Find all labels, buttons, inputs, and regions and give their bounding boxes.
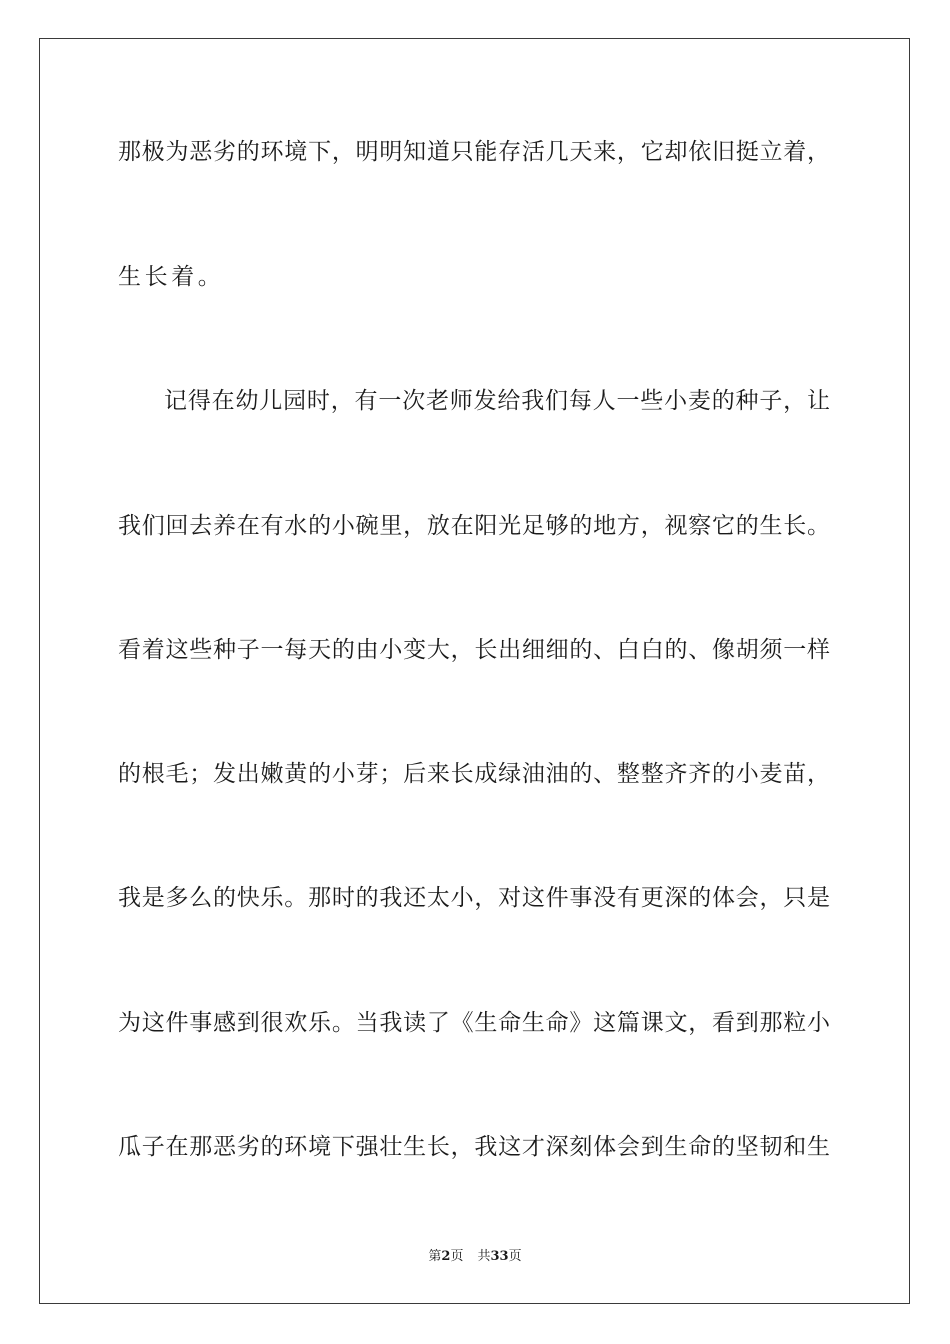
text-line-6: 的根毛；发出嫩黄的小芽；后来长成绿油油的、整整齐齐的小麦苗， — [118, 761, 830, 787]
total-suffix: 页 — [508, 1249, 522, 1264]
page-suffix: 页 — [450, 1249, 464, 1264]
text-line-9: 瓜子在那恶劣的环境下强壮生长，我这才深刻体会到生命的坚韧和生 — [118, 1134, 830, 1160]
text-line-2: 生长着。 — [118, 264, 225, 290]
total-prefix: 共 — [477, 1249, 491, 1264]
page-border — [39, 38, 910, 1304]
text-line-7: 我是多么的快乐。那时的我还太小，对这件事没有更深的体会，只是 — [118, 885, 830, 911]
page-prefix: 第 — [428, 1249, 442, 1264]
text-line-5: 看着这些种子一每天的由小变大，长出细细的、白白的、像胡须一样 — [118, 637, 830, 663]
text-line-1: 那极为恶劣的环境下，明明知道只能存活几天来，它却依旧挺立着， — [118, 139, 830, 165]
page-footer — [0, 1248, 950, 1266]
text-line-8: 为这件事感到很欢乐。当我读了《生命生命》这篇课文，看到那粒小 — [118, 1010, 830, 1036]
total-pages: 33 — [490, 1249, 509, 1264]
text-line-3: 记得在幼儿园时，有一次老师发给我们每人一些小麦的种子，让 — [164, 388, 830, 414]
text-line-4: 我们回去养在有水的小碗里，放在阳光足够的地方，视察它的生长。 — [118, 513, 830, 539]
page-number: 2 — [441, 1249, 451, 1264]
